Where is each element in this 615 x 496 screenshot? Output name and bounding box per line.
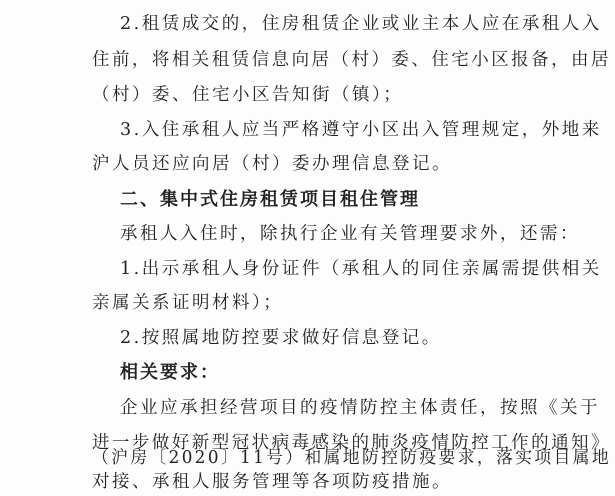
- paragraph-line: 亲属关系证明材料）；: [92, 293, 284, 313]
- paragraph-line: 3.入住承租人应当严格遵守小区出入管理规定，外地来: [120, 120, 602, 140]
- paragraph-line: 承租人入住时，除执行企业有关管理要求外，还需：: [120, 224, 580, 244]
- paragraph-line: 2.租赁成交的，住房租赁企业或业主本人应在承租人入: [120, 14, 602, 34]
- paragraph-line: （村）委、住宅小区告知街（镇）；: [92, 85, 404, 105]
- paragraph-line: 对接、承租人服务管理等各项防疫措施。: [92, 472, 452, 492]
- paragraph-line: 沪人员还应向居（村）委办理信息登记。: [92, 154, 452, 174]
- paragraph-line: 住前，将相关租赁信息向居（村）委、住宅小区报备，由居: [92, 50, 611, 70]
- paragraph-line: 2.按照属地防控要求做好信息登记。: [120, 328, 442, 348]
- paragraph-line: 1.出示承租人身份证件（承租人的同住亲属需提供相关: [120, 259, 602, 279]
- paragraph-line: 进一步做好新型冠状病毒感染的肺炎疫情防控工作的通知》: [92, 433, 611, 453]
- subheading: 相关要求：: [120, 362, 220, 383]
- section-heading: 二、集中式住房租赁项目租住管理: [120, 189, 420, 210]
- paragraph-line: （沪房〔2020〕11号）和属地防控防疫要求，落实项目属地: [92, 448, 612, 468]
- paragraph-line: 企业应承担经营项目的疫情防控主体责任，按照《关于: [120, 398, 600, 418]
